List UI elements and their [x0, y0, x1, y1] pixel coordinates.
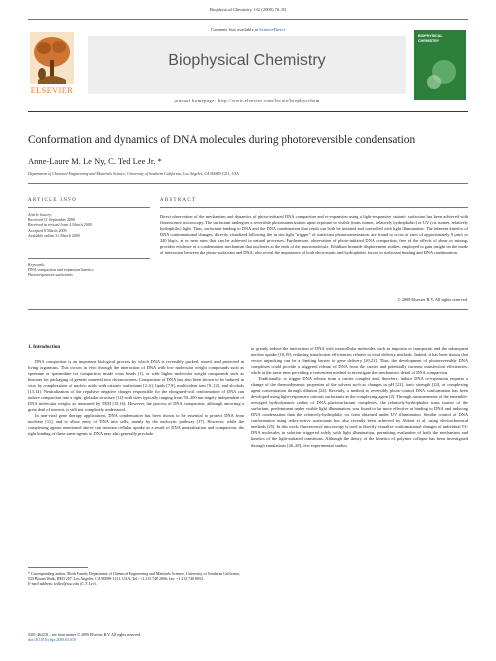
- journal-homepage[interactable]: journal homepage: http://www.elsevier.com/locate/biophyschem: [174, 98, 320, 103]
- elsevier-wordmark: ELSEVIER: [30, 86, 74, 95]
- intro-paragraph: or greatly reduce the interaction of DNA with intracellular molecules such as importin or transportin and the subsequent nuclear uptake [18,19], reducing transfection efficiencies relative to viral delivery methods. Indeed, it has been shown that vector unpacking can be a limiting barrier to gene delivery [20,21]. Thus, the development of photoreversible DNA complexes could provide a triggered release of DNA from the carrier and potentially increase transfection efficiencies, while at the same time providing a convenient method to investigate the mechanistic detail of DNA compaction.: [251, 346, 468, 376]
- article-history: [28, 212, 150, 238]
- article-authors: Anne-Laure M. Le Ny, C. Ted Lee Jr. *: [28, 156, 162, 166]
- footnote-text: * Corresponding author. Mork Family Department of Chemical Engineering and Materials Science, University of Southern California, 925 Bloom Walk, HED 207, Los Angeles, CA 90089-1211, USA. Tel.: +1 213 740 2066; fax: +1 213 740 8053.: [28, 571, 240, 581]
- keyword-item: DNA compaction and expansion kinetics: [28, 267, 94, 273]
- keyword-item: Photoresponsive surfactants: [28, 272, 73, 278]
- doi-link[interactable]: doi:10.1016/j.bpc.2009.03.010: [28, 638, 76, 642]
- introduction-heading: 1. Introduction: [28, 345, 61, 350]
- intro-paragraph: Traditionally, to trigger DNA release from a carrier complex and, therefore, induce DNA re-expansion requires a change of the thermodynamic properties of the solvent such as changes in pH [22], ionic strength [23], or complexing agent concentration through dilution [24]. Recently, a method to reversibly photo-control DNA conformation has been developed using light-responsive cationic surfactants as the complexing agent [2]. Through measurements of the ensemble-averaged hydrodynamic radius of DNA–photosurfactant complexes, the relatively-hydrophobic trans isomer of the surfactant, predominant under visible light illumination, was found to be more effective at binding to DNA and inducing DNA condensation than the relatively-hydrophilic cis form obtained under UV illumination. Similar control of DNA conformation using redox-active surfactants has also recently been achieved by Abbott et al. using electrochemical methods [25]. In this work, fluorescence microscopy is used to directly visualize conformational changes of individual T4-DNA molecules in solution triggered solely with light illumination, permitting evaluation of both the mechanism and kinetics of the light-initiated transitions. Although the theory of the kinetics of polymer collapse has been investigated through simulations [26–28], few experimental studies: [251, 376, 468, 448]
- abstract-rule: [160, 207, 468, 208]
- issn-line: 0301-4622/$ – see front matter © 2009 Elsevier B.V. All rights reserved.: [28, 633, 142, 637]
- journal-cover-thumbnail: [414, 30, 466, 100]
- history-item: Received 11 September 2008: [28, 217, 75, 223]
- article-title: Conformation and dynamics of DNA molecules during photoreversible condensation: [28, 134, 416, 146]
- author-affiliation: Department of Chemical Engineering and Materials Science, University of Southern California, Los Angeles, CA 90089-1211, USA: [28, 171, 239, 176]
- abstract-bottom-rule: [28, 309, 468, 310]
- history-item: Received in revised form 4 March 2009: [28, 222, 92, 228]
- abstract-text: Direct observation of the mechanism and dynamics of photo-initiated DNA compaction and re-expansion using a light-responsive cationic surfactant has been achieved with fluorescence microscopy. The surfactant undergoes a reversible photoisomerization upon exposure to visible (trans isomer, relatively hydrophobic) or UV (cis isomer, relatively hydrophilic) light. Thus, surfactant binding to DNA and the DNA condensation that result can both be initiated and controlled with light illumination. The inherent kinetics of DNA conformational changes, directly visualized following the in situ light "trigger" of surfactant photoisomerization, are found to occur at rates of approximately 9 μm/s or 240 kbp/s, at or near rates that can be achieved in natural processes. Furthermore, observation of photo-initiated DNA compaction, free of the effects of shear or mixing, provides evidence of a condensation mechanism that nucleates at the ends of the macromolecule. Ethidium bromide displacement studies, employed to gain insight on the mode of interaction between the photo-surfactant and DNA, also reveal the importance of both electrostatic and hydrophobic forces in surfactant binding and DNA condensation.: [160, 214, 468, 256]
- article-info-heading: ARTICLE INFO: [28, 198, 78, 203]
- history-item: Accepted 8 March 2009: [28, 227, 67, 233]
- intro-paragraph: DNA compaction is an important biological process by which DNA is reversibly packed, stored, and protected in living organisms. This occurs in vivo through the interaction of DNA with low molecular weight compounds such as spermine or spermidine for compaction inside virus heads [1], or with higher molecular weight compounds such as histones for packaging of genetic material into chromosomes. Compaction of DNA has also been shown to be induced in vitro by complexation of nucleic acids with cationic surfactants [2–6], lipids [7,8], multivalent ions [9–12], and alcohols [13,14]. Neutralization of the repulsive negative charges responsible for the elongated-coil conformation of DNA can induce compaction into a tight, globular structure [11] with sizes typically ranging from 50–200 nm largely independent of DNA molecular weight, as measured by TEM [15,16]. However, the process of DNA compaction, although attracting a great deal of interest, is still not completely understood.: [28, 359, 244, 413]
- elsevier-logo: [28, 30, 76, 98]
- keywords-rule: [28, 258, 150, 259]
- journal-citation-line: Biophysical Chemistry 142 (2009) 76–83: [209, 7, 287, 12]
- cover-title: BIOPHYSICAL CHEMISTRY: [418, 34, 443, 43]
- intro-paragraph: In non-viral gene therapy applications, DNA condensation has been shown to be essential to protect DNA from nuclease [11], and to allow entry of DNA into cells, mainly by the endocytic pathway [17]. However, while the complexing agents mentioned above can increase cellular uptake as a result of DNA neutralization and compaction, the tight binding of these same agents to DNA may also generally preclude: [28, 413, 244, 437]
- masthead-rule: [28, 111, 468, 112]
- sciencedirect-link[interactable]: ScienceDirect: [259, 27, 285, 32]
- footnote-email: E-mail address: tedlee@usc.edu (C.T. Lee).: [28, 581, 97, 586]
- article-info-rule: [28, 207, 150, 208]
- bottom-publication-info: [28, 633, 244, 643]
- cover-art-icon: [414, 30, 466, 100]
- title-rule: [28, 183, 468, 184]
- header-rule: [28, 19, 468, 20]
- contents-prefix: Contents lists available at: [211, 27, 259, 32]
- journal-name: Biophysical Chemistry: [168, 52, 326, 69]
- footnote-rule: [28, 567, 88, 568]
- keywords-block: [28, 262, 150, 278]
- body-column-right: [251, 346, 468, 449]
- body-column-left: [28, 359, 244, 437]
- history-item: Available online 31 March 2009: [28, 232, 80, 238]
- abstract-copyright: © 2009 Elsevier B.V. All rights reserved.: [397, 297, 468, 302]
- corresponding-author-footnote: [28, 571, 244, 586]
- abstract-heading: ABSTRACT: [160, 198, 197, 203]
- history-label: Article history:: [28, 212, 53, 217]
- keywords-label: Keywords:: [28, 262, 46, 267]
